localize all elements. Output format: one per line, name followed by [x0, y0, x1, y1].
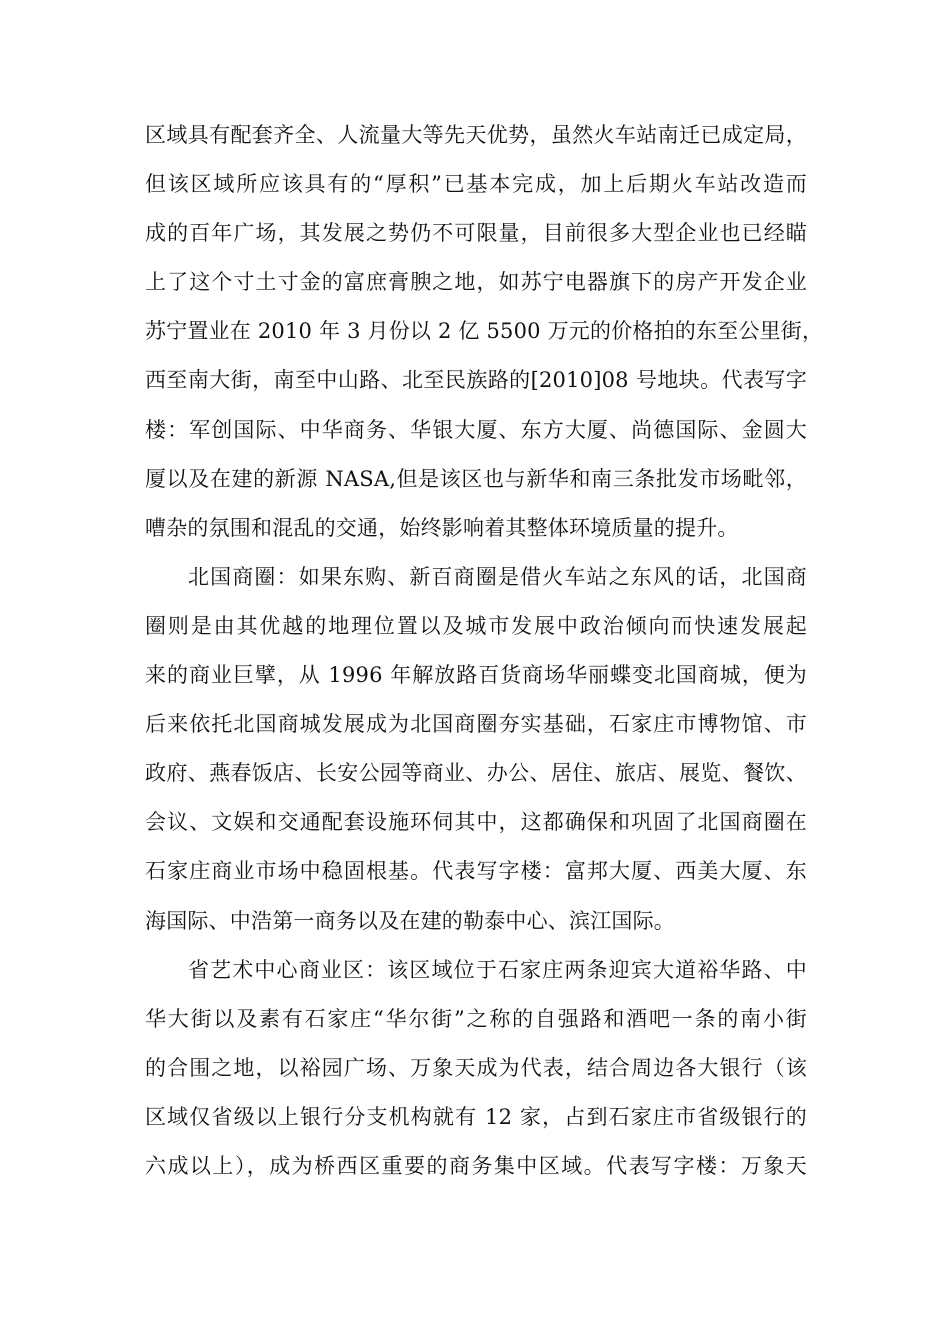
text-line: 政府、燕春饭店、长安公园等商业、办公、居住、旅店、展览、餐饮、 [145, 761, 807, 786]
text-line: 苏宁置业在 2010 年 3 月份以 2 亿 5500 万元的价格拍的东至公里街， [145, 319, 824, 344]
text-line: 区域具有配套齐全、人流量大等先天优势，虽然火车站南迁已成定局， [145, 123, 807, 147]
text-line: 的合围之地，以裕园广场、万象天成为代表，结合周边各大银行（该 [145, 1055, 807, 1080]
text-line: 区域仅省级以上银行分支机构就有 12 家，占到石家庄市省级银行的 [145, 1104, 807, 1129]
text-line: 来的商业巨擘，从 1996 年解放路百货商场华丽蝶变北国商城，便为 [145, 663, 807, 688]
text-line: 圈则是由其优越的地理位置以及城市发展中政治倾向而快速发展起 [145, 613, 807, 638]
text-line: 省艺术中心商业区：该区域位于石家庄两条迎宾大道裕华路、中 [188, 957, 807, 982]
text-line: 楼：军创国际、中华商务、华银大厦、东方大厦、尚德国际、金圆大 [145, 417, 807, 442]
text-line: 后来依托北国商城发展成为北国商圈夯实基础，石家庄市博物馆、市 [145, 712, 807, 737]
text-line: 北国商圈：如果东购、新百商圈是借火车站之东风的话，北国商 [188, 564, 807, 589]
text-line: 成的百年广场，其发展之势仍不可限量，目前很多大型企业也已经瞄 [145, 221, 807, 246]
text-line: 嘈杂的氛围和混乱的交通，始终影响着其整体环境质量的提升。 [145, 515, 739, 540]
text-line: 石家庄商业市场中稳固根基。代表写字楼：富邦大厦、西美大厦、东 [145, 859, 807, 884]
text-line: 西至南大街，南至中山路、北至民族路的[2010]08 号地块。代表写字 [145, 368, 807, 393]
text-line: 上了这个寸土寸金的富庶膏腴之地，如苏宁电器旗下的房产开发企业 [145, 270, 807, 295]
text-line: 海国际、中浩第一商务以及在建的勒泰中心、滨江国际。 [145, 908, 675, 933]
text-line: 但该区域所应该具有的“厚积”已基本完成，加上后期火车站改造而 [145, 172, 807, 197]
text-line: 六成以上），成为桥西区重要的商务集中区域。代表写字楼：万象天 [145, 1153, 807, 1178]
text-line: 厦以及在建的新源 NASA,但是该区也与新华和南三条批发市场毗邻， [145, 466, 807, 491]
text-line: 华大街以及素有石家庄“华尔街”之称的自强路和酒吧一条的南小街 [145, 1006, 807, 1031]
document-body [145, 111, 824, 1191]
text-line: 会议、文娱和交通配套设施环伺其中，这都确保和巩固了北国商圈在 [145, 810, 807, 835]
